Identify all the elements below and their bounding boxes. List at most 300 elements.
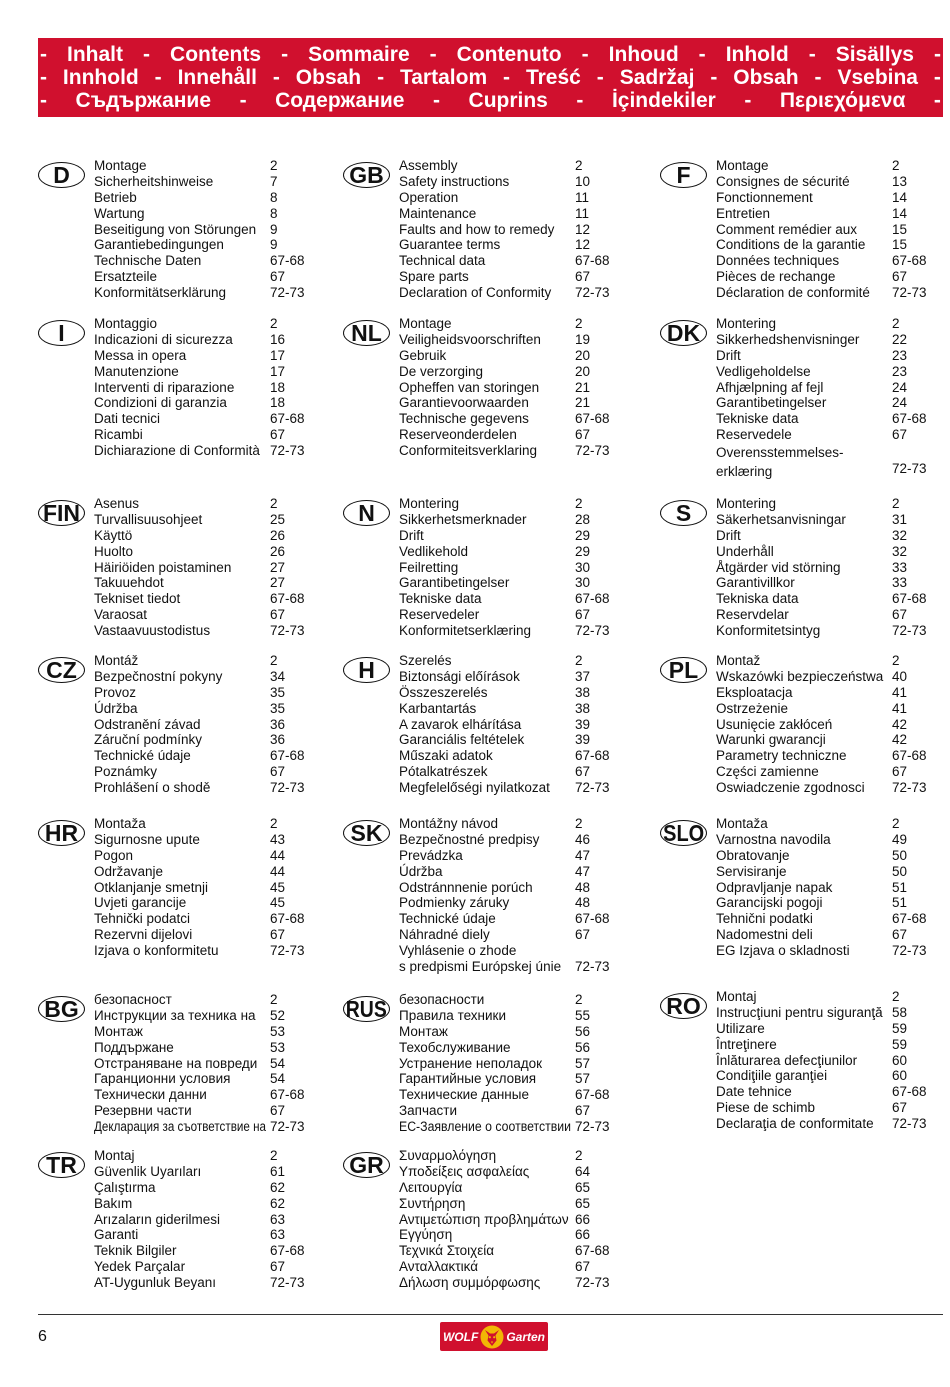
toc-entry-label-cell [399, 285, 575, 301]
toc-entry [399, 1164, 615, 1180]
toc-entry [399, 575, 615, 591]
toc-entry [94, 1040, 310, 1056]
toc-entry [716, 685, 932, 701]
page-number: 6 [38, 1328, 47, 1345]
toc-entry-page: 44 [270, 847, 286, 863]
toc-entry-page: 29 [575, 543, 591, 559]
language-badge-h [343, 657, 390, 683]
toc-entry-label-cell [716, 717, 892, 733]
toc-entry-label: Części zamienne [716, 764, 819, 780]
toc-entry [399, 1024, 615, 1040]
toc-entry [399, 190, 615, 206]
toc-entry-label: Montage [399, 316, 452, 331]
toc-entry-label: Tehnični podatki [716, 911, 813, 927]
toc-entry [716, 427, 932, 443]
toc-entry-label: безопасности [399, 992, 485, 1007]
toc-entry-label-cell [716, 748, 892, 764]
toc-entry-page: 24 [892, 395, 908, 411]
toc-entry [94, 575, 310, 591]
toc-entry-label: Garantivillkor [716, 575, 795, 591]
banner-separator: - [239, 89, 247, 112]
toc-entry [716, 732, 932, 748]
toc-entry [94, 1196, 310, 1212]
banner-separator: - [503, 66, 511, 89]
toc-entry-page: 41 [892, 684, 908, 700]
toc-entry-label-cell [716, 669, 892, 685]
toc-entry-label: Konformitätserklärung [94, 285, 227, 301]
toc-entry [716, 348, 932, 364]
language-badge-bg [38, 996, 85, 1022]
banner-separator: - [933, 43, 941, 66]
toc-entry [94, 1071, 310, 1087]
toc-entry-page: 67 [270, 269, 286, 285]
toc-entry [399, 1040, 615, 1056]
toc-entry [716, 316, 932, 332]
wolf-garten-logo [440, 1322, 548, 1351]
toc-entry [716, 864, 932, 880]
toc-entry-list [716, 989, 932, 1132]
toc-entry-label-cell [94, 1148, 270, 1164]
toc-entry-label: Szerelés [399, 653, 452, 668]
toc-entry [94, 496, 310, 512]
toc-entry-label: Konformitetsintyg [716, 623, 821, 639]
toc-entry-label: Fonctionnement [716, 189, 813, 205]
toc-entry-label-cell [399, 512, 575, 528]
toc-entry-label-cell [716, 158, 892, 174]
toc-entry-label: Garantievoorwaarden [399, 395, 529, 411]
toc-entry-label-cell [399, 560, 575, 576]
banner-separator: - [40, 66, 47, 89]
toc-entry [94, 685, 310, 701]
toc-entry-label: Underhåll [716, 543, 774, 559]
toc-entry-page: 42 [892, 732, 908, 748]
toc-entry-label: Veiligheidsvoorschriften [399, 331, 541, 347]
toc-entry-page: 72-73 [575, 1275, 610, 1291]
toc-entry-page: 17 [270, 363, 286, 379]
toc-entry-label: Utilizare [716, 1020, 765, 1036]
toc-entry [94, 607, 310, 623]
toc-entry [94, 701, 310, 717]
toc-entry-page: 48 [575, 895, 591, 911]
toc-entry-label: EG Izjava o skladnosti [716, 943, 850, 959]
toc-entry-label-cell [716, 190, 892, 206]
toc-entry-label: Tehnički podatci [94, 911, 191, 927]
banner-title: Obsah [295, 66, 362, 89]
toc-entry-label: Záruční podmínky [94, 732, 203, 748]
toc-entry-list [94, 992, 310, 1135]
toc-entry-page: 47 [575, 847, 591, 863]
toc-entry-page: 2 [575, 496, 583, 511]
banner-title: Sommaire [308, 43, 410, 66]
toc-entry-label-cell [94, 895, 270, 911]
toc-entry-label: Pótalkatrészek [399, 764, 488, 780]
toc-entry-label: Feilretting [399, 559, 459, 575]
toc-entry-label-cell [716, 1068, 892, 1084]
logo-brand-text: WOLF [442, 1329, 479, 1344]
toc-entry-label: Käyttö [94, 527, 133, 543]
toc-entry-label-cell [94, 701, 270, 717]
toc-entry-page: 64 [575, 1163, 591, 1179]
toc-entry-label-cell [399, 1275, 575, 1291]
toc-entry-label-cell [716, 1021, 892, 1037]
banner-title: Inhold [725, 43, 789, 66]
toc-entry-label-cell [399, 880, 575, 896]
toc-entry-page: 46 [575, 831, 591, 847]
toc-entry-label-cell [94, 732, 270, 748]
toc-entry [399, 427, 615, 443]
toc-entry [94, 332, 310, 348]
toc-entry-label-cell [399, 1148, 575, 1164]
toc-entry-label: Podmienky záruky [399, 895, 510, 911]
toc-entry-label-cell [94, 427, 270, 443]
toc-entry-label-cell [399, 927, 575, 943]
toc-entry-label-cell [94, 332, 270, 348]
toc-entry-label-cell [716, 816, 892, 832]
toc-entry-label: Reservedele [716, 427, 792, 443]
toc-entry-page: 67-68 [892, 1084, 927, 1100]
toc-entry [716, 895, 932, 911]
toc-entry-label: Säkerhetsanvisningar [716, 511, 846, 527]
toc-entry-label: Poznámky [94, 764, 158, 780]
toc-entry-list [716, 158, 932, 301]
banner-separator: - [429, 43, 437, 66]
toc-entry-page: 28 [575, 511, 591, 527]
language-code: NL [351, 319, 382, 346]
toc-entry [94, 591, 310, 607]
toc-entry-label-cell [399, 1056, 575, 1072]
toc-entry-label-cell [399, 832, 575, 848]
toc-entry-label-cell [716, 380, 892, 396]
toc-entry [399, 348, 615, 364]
toc-entry-label: Montaža [94, 816, 146, 831]
toc-entry-label: Montaža [716, 816, 768, 831]
language-code: BG [44, 995, 79, 1022]
toc-entry-label: Декларация за съответствие на [94, 1119, 267, 1135]
toc-entry-label: Overensstemmelses- erklæring [716, 445, 844, 480]
language-badge-dk [660, 320, 707, 346]
toc-entry [399, 316, 615, 332]
toc-entry-list [399, 158, 615, 301]
toc-entry-label: Wskazówki bezpieczeństwa [716, 668, 884, 684]
banner-separator: - [576, 89, 584, 112]
toc-entry-page: 52 [270, 1007, 286, 1023]
toc-entry-label-cell [399, 1164, 575, 1180]
toc-entry-page: 16 [270, 331, 286, 347]
toc-entry-list [716, 816, 932, 959]
toc-entry-label-cell [94, 364, 270, 380]
toc-entry-label: безопасност [94, 992, 172, 1007]
toc-entry-label: Montážny návod [399, 816, 499, 831]
toc-entry-label: Vedligeholdelse [716, 363, 811, 379]
toc-entry-label: Instrucţiuni pentru siguranţă [716, 1004, 883, 1020]
toc-entry-list [399, 316, 615, 459]
toc-entry [399, 992, 615, 1008]
toc-entry-label: Oswiadczenie zgodnosci [716, 780, 865, 796]
toc-entry [716, 512, 932, 528]
banner-separator: - [377, 66, 385, 89]
toc-entry-label-cell [94, 1040, 270, 1056]
toc-entry-label: Λειτουργία [399, 1179, 463, 1195]
toc-entry [716, 1100, 932, 1116]
toc-entry-label: Declaraţia de conformitate [716, 1116, 874, 1132]
toc-entry-label-cell [94, 1119, 270, 1135]
toc-entry-label-cell [399, 911, 575, 927]
toc-entry-page: 67-68 [270, 253, 305, 269]
toc-entry-label-cell [94, 911, 270, 927]
toc-entry [716, 717, 932, 733]
toc-entry-page: 67-68 [575, 1243, 610, 1259]
toc-entry-page: 67-68 [575, 253, 610, 269]
toc-entry [94, 1164, 310, 1180]
language-badge-nl [343, 320, 390, 346]
toc-entry-page: 67 [270, 927, 286, 943]
toc-entry-label-cell [716, 989, 892, 1005]
toc-entry-label: Indicazioni di sicurezza [94, 331, 233, 347]
toc-entry-page: 17 [270, 347, 286, 363]
toc-entry-page: 54 [270, 1071, 286, 1087]
toc-entry-label-cell [716, 269, 892, 285]
toc-entry-label-cell [94, 443, 270, 459]
toc-entry-label-cell [716, 496, 892, 512]
toc-entry [94, 253, 310, 269]
toc-entry [399, 832, 615, 848]
toc-entry-page: 33 [892, 575, 908, 591]
toc-entry-label-cell [716, 174, 892, 190]
toc-entry-page: 72-73 [892, 461, 927, 477]
toc-entry-label-cell [399, 174, 575, 190]
toc-entry-label: Åtgärder vid störning [716, 559, 841, 575]
toc-entry [716, 544, 932, 560]
toc-entry-label: EC-Заявление о соответствии [399, 1119, 571, 1135]
language-badge-gb [343, 162, 390, 188]
language-code: GR [349, 1151, 384, 1178]
toc-entry-label: Arızaların giderilmesi [94, 1211, 221, 1227]
toc-entry-page: 33 [892, 559, 908, 575]
toc-entry [716, 653, 932, 669]
toc-entry [94, 764, 310, 780]
toc-entry-label-cell [399, 701, 575, 717]
toc-entry-label-cell [716, 1100, 892, 1116]
toc-entry-label-cell [399, 959, 575, 975]
logo-sub-text: Garten [506, 1329, 545, 1344]
toc-entry-label: Gebruik [399, 347, 447, 363]
toc-entry [399, 1212, 615, 1228]
toc-entry [716, 748, 932, 764]
language-badge-pl [660, 657, 707, 683]
toc-entry-page: 67 [575, 427, 591, 443]
toc-entry [399, 1227, 615, 1243]
toc-entry [399, 560, 615, 576]
toc-entry [399, 285, 615, 301]
toc-entry-label-cell [716, 237, 892, 253]
toc-entry-label-cell [94, 316, 270, 332]
toc-entry [399, 380, 615, 396]
toc-entry-label: Afhjælpning af fejl [716, 379, 824, 395]
toc-entry [94, 895, 310, 911]
toc-entry-label: Conditions de la garantie [716, 237, 866, 253]
toc-entry [94, 1243, 310, 1259]
toc-entry-label: Beseitigung von Störungen [94, 221, 257, 237]
toc-entry [716, 174, 932, 190]
toc-entry-page: 67 [270, 764, 286, 780]
toc-entry-page: 72-73 [575, 623, 610, 639]
toc-entry [716, 1084, 932, 1100]
toc-entry-label-cell [716, 701, 892, 717]
toc-entry-label: Dichiarazione di Conformità [94, 443, 260, 459]
toc-entry-label-cell [94, 880, 270, 896]
toc-entry [94, 222, 310, 238]
toc-entry-label: Bezpečnostné predpisy [399, 831, 540, 847]
toc-entry [399, 443, 615, 459]
toc-entry-label-cell [94, 380, 270, 396]
toc-entry [94, 1180, 310, 1196]
toc-entry-label: Tekniske data [399, 591, 482, 607]
toc-entry-label: Otklanjanje smetnji [94, 879, 209, 895]
toc-entry-label-cell [94, 1024, 270, 1040]
toc-entry-label-cell [399, 895, 575, 911]
language-code: CZ [46, 656, 77, 683]
toc-entry-page: 57 [575, 1055, 591, 1071]
toc-entry-list [94, 158, 310, 301]
toc-entry-label: Održavanje [94, 863, 164, 879]
toc-entry-label: Montáž [94, 653, 139, 668]
toc-entry [399, 1180, 615, 1196]
toc-entry [716, 816, 932, 832]
toc-entry-page: 67-68 [575, 411, 610, 427]
toc-entry-label-cell [399, 764, 575, 780]
toc-entry [399, 623, 615, 639]
toc-entry-label-cell [399, 816, 575, 832]
toc-entry-label-cell [399, 669, 575, 685]
toc-entry-page: 31 [892, 511, 908, 527]
toc-entry-label: Odstránnnenie porúch [399, 879, 533, 895]
toc-entry-page: 22 [892, 331, 908, 347]
toc-entry-label-cell [94, 816, 270, 832]
banner-separator: - [710, 66, 718, 89]
toc-entry [716, 911, 932, 927]
toc-entry-label-cell [399, 528, 575, 544]
toc-entry-page: 30 [575, 559, 591, 575]
banner-separator: - [808, 43, 816, 66]
language-code: I [58, 319, 65, 346]
toc-entry-label: Interventi di riparazione [94, 379, 235, 395]
toc-entry-label: Assembly [399, 158, 458, 173]
language-code: H [358, 656, 375, 683]
toc-entry [716, 395, 932, 411]
toc-entry-label: Conformiteitsverklaring [399, 443, 538, 459]
toc-entry-label: Pogon [94, 847, 134, 863]
toc-entry-label: s predpismi Európskej únie [399, 959, 562, 975]
toc-entry-page: 2 [892, 653, 900, 668]
toc-entry-label: Δήλωση συμμόρφωσης [399, 1275, 541, 1291]
toc-entry-page: 2 [270, 1148, 278, 1163]
toc-entry [716, 832, 932, 848]
toc-entry-label-cell [716, 427, 892, 443]
banner-title: Obsah [733, 66, 799, 89]
toc-entry [399, 1259, 615, 1275]
toc-entry-label: Műszaki adatok [399, 748, 493, 764]
toc-entry-label: Vedlikehold [399, 543, 469, 559]
toc-entry-label: Összeszerelés [399, 684, 488, 700]
toc-entry-list [716, 316, 932, 481]
banner-title: Contenuto [456, 43, 562, 66]
toc-entry-label-cell [716, 764, 892, 780]
toc-entry-label-cell [716, 560, 892, 576]
toc-entry-page: 15 [892, 221, 908, 237]
toc-entry [399, 685, 615, 701]
toc-entry-label: Wartung [94, 205, 145, 221]
toc-entry-page: 67 [575, 1259, 591, 1275]
toc-entry-page: 67 [575, 269, 591, 285]
toc-entry-page: 2 [575, 158, 583, 173]
toc-entry [716, 1005, 932, 1021]
toc-entry-label-cell [716, 848, 892, 864]
toc-entry-label-cell [399, 992, 575, 1008]
toc-entry-page: 67 [892, 607, 908, 623]
toc-entry-label-cell [716, 364, 892, 380]
toc-entry [94, 717, 310, 733]
toc-entry [399, 1196, 615, 1212]
toc-entry-label: Données techniques [716, 253, 840, 269]
toc-entry-list [94, 1148, 310, 1291]
banner-separator: - [433, 89, 440, 112]
language-badge-rus [343, 996, 390, 1022]
toc-entry-page: 23 [892, 347, 908, 363]
toc-entry [716, 607, 932, 623]
toc-entry-page: 23 [892, 363, 908, 379]
banner-separator: - [143, 43, 151, 66]
toc-entry-label-cell [94, 560, 270, 576]
toc-entry-page: 48 [575, 879, 591, 895]
toc-entry-list [399, 496, 615, 639]
toc-entry [399, 496, 615, 512]
banner-title: Cuprins [468, 89, 548, 112]
toc-entry-page: 53 [270, 1039, 286, 1055]
wolf-head-icon [479, 1324, 505, 1350]
toc-entry-page: 72-73 [270, 623, 305, 639]
toc-entry-label: Drift [716, 527, 741, 543]
toc-entry [399, 748, 615, 764]
toc-entry-label-cell [94, 1056, 270, 1072]
toc-entry [94, 1056, 310, 1072]
toc-entry-label: Odstranění závad [94, 716, 201, 732]
toc-entry-page: 51 [892, 879, 908, 895]
toc-entry-label-cell [399, 575, 575, 591]
toc-entry [716, 158, 932, 174]
toc-entry-page: 2 [892, 816, 900, 831]
toc-entry [716, 190, 932, 206]
toc-entry-page: 72-73 [892, 623, 927, 639]
toc-entry [716, 380, 932, 396]
toc-entry-page: 51 [892, 895, 908, 911]
toc-entry-page: 72-73 [892, 943, 927, 959]
toc-entry [94, 1275, 310, 1291]
toc-entry-page: 8 [270, 189, 278, 205]
toc-entry-page: 21 [575, 395, 591, 411]
toc-entry-label: Montaggio [94, 316, 158, 331]
banner-separator: - [581, 43, 589, 66]
toc-entry-page: 25 [270, 511, 286, 527]
toc-entry [399, 1119, 615, 1135]
toc-entry-label: Înlăturarea defecţiunilor [716, 1052, 858, 1068]
toc-entry-label: Çalıştırma [94, 1179, 156, 1195]
toc-entry-label: Comment remédier aux [716, 221, 858, 237]
toc-entry-page: 72-73 [575, 1119, 610, 1135]
toc-entry-label-cell [94, 1103, 270, 1119]
toc-entry-label-cell [94, 653, 270, 669]
toc-entry-label-cell [94, 780, 270, 796]
toc-entry-page: 72-73 [892, 780, 927, 796]
